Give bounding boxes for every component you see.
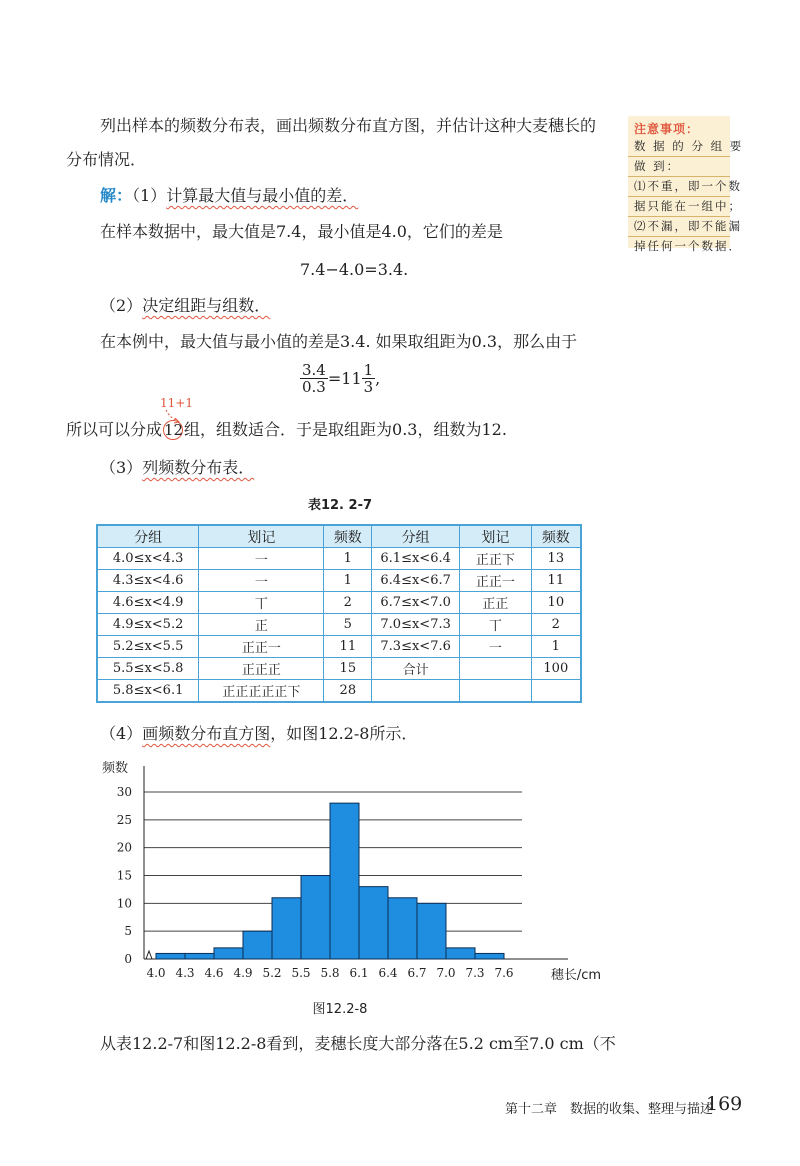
histogram-bar (475, 953, 504, 959)
y-axis-label: 频数 (102, 761, 129, 776)
side-note (628, 116, 744, 253)
step-2 (100, 296, 270, 316)
step-1 (100, 186, 358, 206)
equation-1: 7.4−4.0=3.4. (300, 260, 409, 279)
x-tick-label: 6.7 (407, 966, 427, 980)
table-row (97, 548, 581, 570)
table-cell: 11 (324, 636, 372, 658)
side-note-line: ⑴不重，即一个数 (628, 177, 730, 197)
table-row (97, 614, 581, 636)
table-cell: 100 (531, 658, 581, 680)
table-cell: 4.3≤x<4.6 (97, 570, 199, 592)
table-caption: 表12. 2-7 (307, 498, 373, 513)
table-cell: 正正 (460, 592, 532, 614)
step-2-title: 决定组距与组数． (142, 296, 271, 315)
y-tick-label: 5 (124, 924, 132, 939)
step-4 (100, 724, 417, 744)
table-cell: 合计 (372, 658, 460, 680)
table-cell: 5.2≤x<5.5 (97, 636, 199, 658)
table-cell: 1 (324, 570, 372, 592)
table-cell: 6.1≤x<6.4 (372, 548, 460, 570)
table-header: 划记 (199, 525, 324, 548)
para-3: 所以可以分成 12组，组数适合．于是取组距为0.3，组数为12. (66, 420, 507, 439)
table-header: 频数 (324, 525, 372, 548)
table-cell: 4.9≤x<5.2 (97, 614, 199, 636)
side-note-line: ⑵不漏，即不能漏 (628, 217, 730, 237)
y-tick-label: 15 (116, 868, 132, 883)
table-cell: 4.0≤x<4.3 (97, 548, 199, 570)
table-cell: 11 (531, 570, 581, 592)
y-tick-label: 0 (124, 952, 132, 966)
solution-label: 解： (100, 186, 133, 205)
circled-number: 12 (164, 421, 184, 439)
table-cell: 一 (460, 636, 532, 658)
table-cell (460, 658, 532, 680)
step-3-title: 列频数分布表． (142, 458, 255, 477)
histogram-chart (90, 756, 610, 988)
table-header: 分组 (372, 525, 460, 548)
table-cell: 15 (324, 658, 372, 680)
table-cell: 6.7≤x<7.0 (372, 592, 460, 614)
step-2-number: （2） (100, 296, 143, 315)
table-cell: 一 (199, 548, 324, 570)
side-note-title: 注意事项： (634, 122, 700, 136)
table-cell: 正正正正正下 (199, 680, 324, 703)
table-cell: 正正下 (460, 548, 532, 570)
table-header: 分组 (97, 525, 199, 548)
histogram-bar (388, 898, 417, 959)
table-row (97, 570, 581, 592)
histogram-bar (214, 948, 243, 959)
fraction-1: $\frac{3.4}{0.3}$ (302, 361, 326, 396)
frequency-table (96, 524, 582, 703)
step-4-rest: ，如图12.2-8所示． (270, 724, 418, 743)
table-header: 频数 (531, 525, 581, 548)
table-cell: 一 (199, 570, 324, 592)
table-cell: 10 (531, 592, 581, 614)
y-tick-label: 25 (116, 812, 132, 827)
table-cell: 2 (324, 592, 372, 614)
x-tick-label: 5.8 (320, 966, 340, 980)
table-cell: 丅 (199, 592, 324, 614)
table-cell (460, 680, 532, 703)
histogram-bar (272, 898, 301, 959)
para-2: 在本例中，最大值与最小值的差是3.4. 如果取组距为0.3，那么由于 (100, 332, 578, 351)
table-row (97, 680, 581, 703)
x-tick-label: 6.4 (378, 966, 398, 980)
y-tick-label: 20 (116, 840, 132, 855)
table-cell: 5.5≤x<5.8 (97, 658, 199, 680)
fraction-2: $\frac{1}{3}$ (363, 361, 374, 396)
table-cell: 丅 (460, 614, 532, 636)
table-header-row (97, 525, 581, 548)
step-1-title: 计算最大值与最小值的差． (166, 186, 359, 205)
table-header: 划记 (460, 525, 532, 548)
x-tick-label: 4.0 (146, 966, 166, 980)
histogram-bar (301, 876, 330, 960)
para-1: 在样本数据中，最大值是7.4，最小值是4.0，它们的差是 (100, 222, 503, 241)
step-1-number: （1） (132, 186, 167, 205)
equation-2-end: , (375, 368, 381, 388)
histogram-bar (417, 903, 446, 959)
table-row (97, 658, 581, 680)
intro-line-1: 列出样本的频数分布表，画出频数分布直方图，并估计这种大麦穗长的 (100, 116, 597, 135)
y-tick-label: 30 (116, 785, 132, 799)
y-tick-label: 10 (116, 896, 132, 911)
table-cell: 正正一 (199, 636, 324, 658)
side-note-line: 掉任何一个数据． (634, 239, 742, 253)
x-tick-label: 4.3 (175, 966, 195, 980)
table-row (97, 636, 581, 658)
footer-chapter: 第十二章 数据的收集、整理与描述 (505, 1102, 714, 1117)
table-cell: 7.3≤x<7.6 (372, 636, 460, 658)
intro-line-2: 分布情况． (66, 150, 147, 169)
table-cell: 5 (324, 614, 372, 636)
table-cell: 7.0≤x<7.3 (372, 614, 460, 636)
table-cell: 28 (324, 680, 372, 703)
equation-2 (300, 362, 380, 395)
table-cell: 正正正 (199, 658, 324, 680)
equation-2-mid: =11 (327, 368, 362, 388)
histogram-bar (156, 953, 185, 959)
x-tick-label: 7.3 (465, 966, 485, 980)
step-3-number: （3） (100, 458, 143, 477)
table-cell: 正 (199, 614, 324, 636)
histogram-bar (330, 803, 359, 959)
histogram-bar (359, 887, 388, 959)
x-tick-label: 5.2 (262, 966, 282, 980)
table-cell: 1 (531, 636, 581, 658)
side-note-line: 数 据 的 分 组 要 (628, 137, 730, 157)
x-tick-label: 4.6 (204, 966, 224, 980)
table-cell: 5.8≤x<6.1 (97, 680, 199, 703)
x-tick-label: 5.5 (291, 966, 311, 980)
para-last: 从表12.2-7和图12.2-8看到，麦穗长度大部分落在5.2 cm至7.0 cm（不 (100, 1034, 616, 1053)
annotation-11-plus-1: 11+1 (160, 396, 193, 410)
step-4-title: 画频数分布直方图 (142, 724, 271, 743)
figure-caption: 图12.2-8 (312, 1002, 368, 1017)
table-cell (372, 680, 460, 703)
page-number: 169 (706, 1093, 743, 1115)
table-cell: 1 (324, 548, 372, 570)
histogram-bar (185, 953, 214, 959)
histogram-bar (446, 948, 475, 959)
table-row (97, 592, 581, 614)
side-note-line: 据只能在一组中； (628, 197, 730, 217)
histogram-bar (243, 931, 272, 959)
x-tick-label: 4.9 (233, 966, 253, 980)
table-cell: 4.6≤x<4.9 (97, 592, 199, 614)
table-cell: 正正一 (460, 570, 532, 592)
table-cell: 13 (531, 548, 581, 570)
side-note-line: 做 到： (628, 157, 730, 177)
table-cell (531, 680, 581, 703)
table-cell: 6.4≤x<6.7 (372, 570, 460, 592)
x-tick-label: 7.0 (436, 966, 456, 980)
table-cell: 2 (531, 614, 581, 636)
x-tick-label: 7.6 (494, 966, 514, 980)
x-tick-label: 6.1 (349, 966, 369, 980)
axis-break-icon (146, 951, 152, 959)
x-axis-label: 穗长/cm (550, 968, 602, 983)
step-3 (100, 458, 254, 478)
step-4-number: （4） (100, 724, 143, 743)
